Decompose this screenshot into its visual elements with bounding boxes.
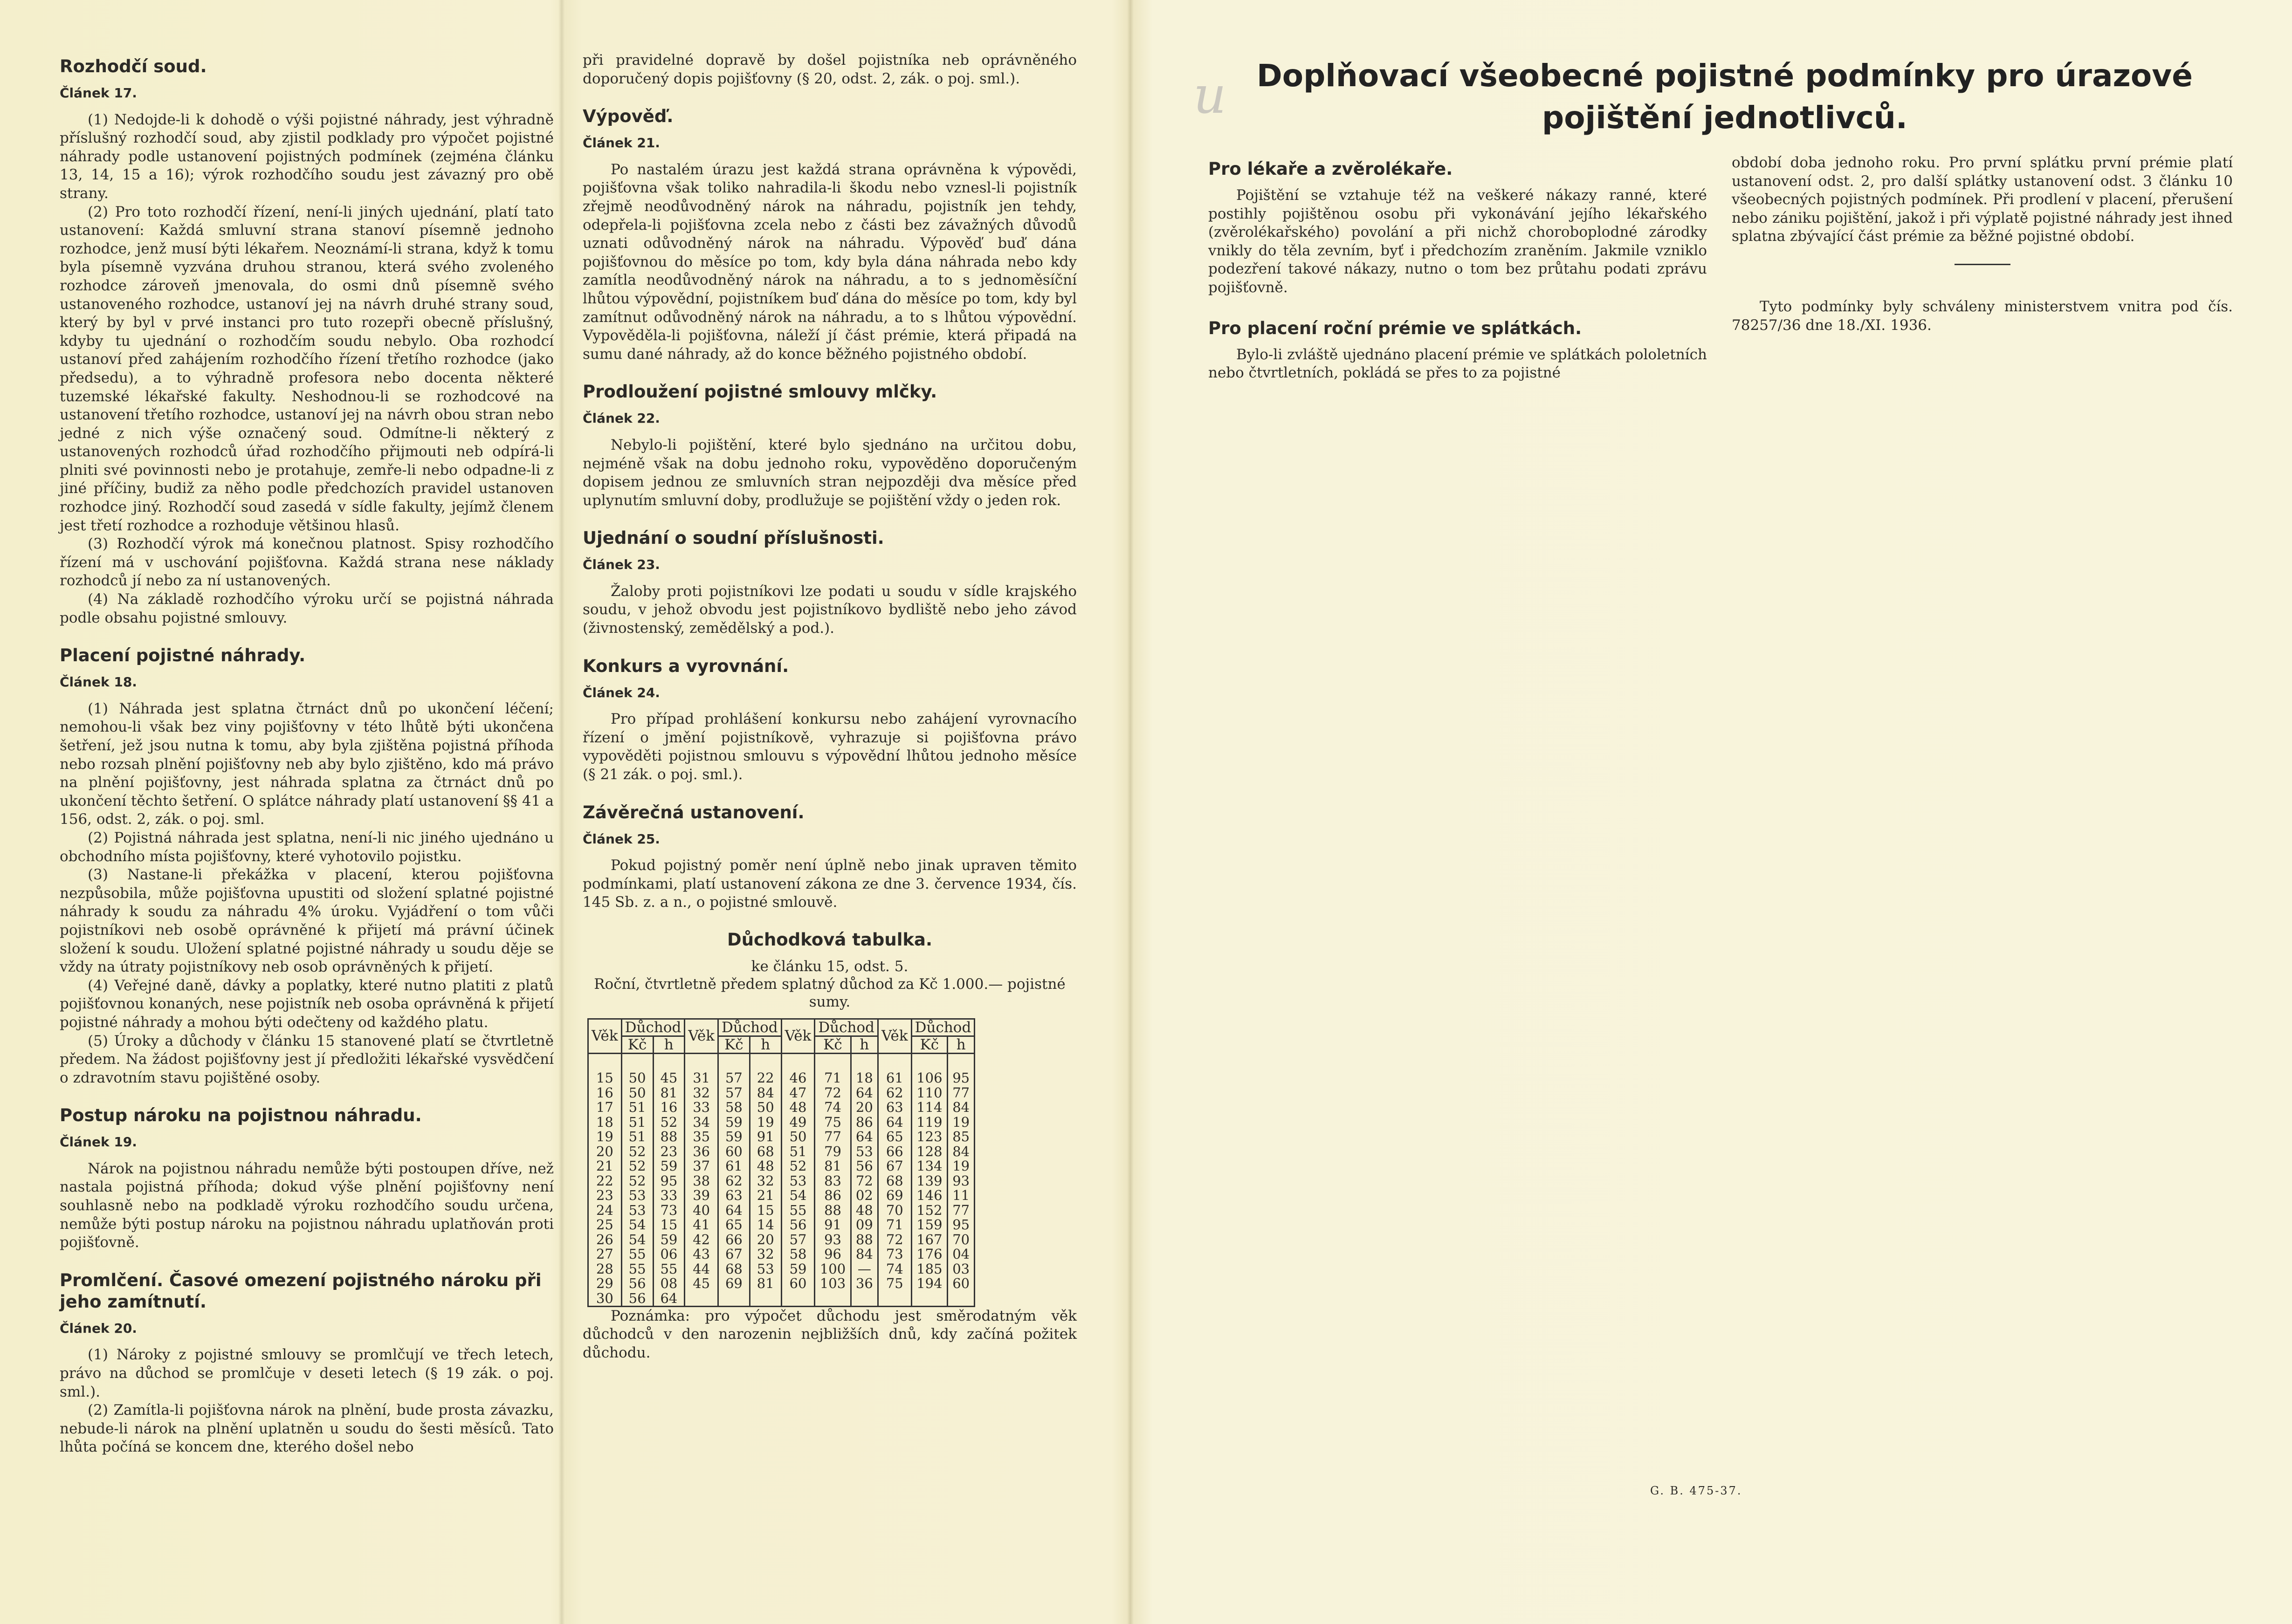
table-cell: 48 [781,1100,815,1115]
table-cell: 46 [781,1071,815,1086]
table-header-vek: Věk [685,1019,718,1053]
table-cell: 36 [851,1276,878,1291]
table-cell: 21 [588,1159,622,1174]
fold-crease-center [1127,0,1134,1624]
table-cell [718,1291,750,1306]
heading-vypoved: Výpověď. [583,106,674,127]
table-cell: 22 [588,1173,622,1188]
table-cell: 68 [878,1173,911,1188]
table-cell: 68 [718,1261,750,1276]
table-cell: 16 [588,1085,622,1100]
table-cell: 26 [588,1232,622,1247]
table-header-h: h [851,1036,878,1053]
table-cell: 70 [948,1232,975,1247]
table-cell: 63 [718,1188,750,1203]
table-row [588,1232,975,1247]
table-cell: 35 [685,1130,718,1144]
table-cell: 63 [878,1100,911,1115]
table-cell: 146 [911,1188,947,1203]
table-header-duchod: Důchod [815,1019,878,1036]
table-header-vek: Věk [588,1019,622,1053]
table-cell: 73 [653,1203,685,1218]
table-cell: 84 [851,1247,878,1262]
table-cell: 86 [851,1115,878,1130]
table-cell: 59 [781,1261,815,1276]
handwritten-mark: u [1193,65,1226,125]
heading-postup-naroku: Postup nároku na pojistnou náhradu. [60,1105,422,1126]
table-cell: 48 [750,1159,781,1174]
table-cell: 54 [781,1188,815,1203]
table-cell: 52 [621,1173,653,1188]
article-20-continuation: při pravidelné dopravě by došel pojistníka neb oprávněného doporučený dopis pojišťovny (§ 20, odst. 2, zák. o poj. sml.). [583,52,1077,87]
table-cell: 71 [815,1071,851,1086]
table-cell: 91 [815,1218,851,1233]
table-row [588,1247,975,1262]
table-cell: 62 [718,1173,750,1188]
table-cell: 19 [588,1130,622,1144]
table-header-vek: Věk [878,1019,911,1053]
table-cell: 64 [653,1291,685,1306]
table-cell: 11 [948,1188,975,1203]
table-cell: 18 [851,1071,878,1086]
table-header-kc: Kč [815,1036,851,1053]
table-cell: 60 [948,1276,975,1291]
table-cell: 57 [718,1071,750,1086]
column-left [60,51,554,1457]
table-cell: 88 [653,1130,685,1144]
table-cell: 34 [685,1115,718,1130]
print-code: G. B. 475-37. [1650,1484,1742,1497]
table-cell: 61 [878,1071,911,1086]
table-cell [851,1291,878,1306]
table-cell: 39 [685,1188,718,1203]
table-cell: 50 [750,1100,781,1115]
table-row [588,1100,975,1115]
table-cell: 81 [653,1085,685,1100]
table-cell: 14 [750,1218,781,1233]
table-cell: 51 [621,1100,653,1115]
table-cell: 176 [911,1247,947,1262]
table-cell: 53 [851,1144,878,1159]
article-18-par-2: (2) Pojistná náhrada jest splatna, není-li nic jiného ujednáno u obchodního místa pojišťovny, které vyhotovilo pojistku. [60,829,554,865]
table-cell: 53 [750,1261,781,1276]
article-20-par-1: (1) Nároky z pojistné smlouvy se promlčují ve třech letech, právo na důchod se promlčuje v deseti letech (§ 19 zák. o poj. sml.). [60,1346,554,1400]
table-cell: 53 [621,1188,653,1203]
table-row [588,1085,975,1100]
table-cell: 52 [621,1144,653,1159]
table-cell: 74 [815,1100,851,1115]
heading-prodlouzeni: Prodloužení pojistné smlouvy mlčky. [583,382,937,402]
table-cell: 79 [815,1144,851,1159]
table-cell: 55 [653,1261,685,1276]
table-cell: 95 [948,1071,975,1086]
table-cell: 30 [588,1291,622,1306]
table-cell: 64 [851,1130,878,1144]
table-cell: 19 [750,1115,781,1130]
table-spacer-row [588,1053,975,1071]
table-cell: 64 [718,1203,750,1218]
table-row [588,1188,975,1203]
table-cell: 16 [653,1100,685,1115]
table-cell: 69 [878,1188,911,1203]
table-cell: 58 [718,1100,750,1115]
heading-zaverecna: Závěrečná ustanovení. [583,802,805,822]
par-pro-placeni: Bylo-li zvláště ujednáno placení prémie ve splátkách pololetních nebo čtvrtletních, pokládá se přes to za pojistné [1208,346,1707,382]
article-23-label: Článek 23. [583,557,660,573]
table-row [588,1071,975,1086]
table-cell: 55 [621,1247,653,1262]
table-cell: 31 [685,1071,718,1086]
table-cell: 25 [588,1218,622,1233]
table-cell: 08 [653,1276,685,1291]
annuity-table-subtitle-1: ke článku 15, odst. 5. [751,958,909,975]
article-24-par: Pro případ prohlášení konkursu nebo zahájení vyrovnacího řízení o jmění pojistníkově, vyhrazuje si pojišťovna právo vypověděti pojistnou smlouvu s výpovědní lhůtou jednoho měsíce (§ 21 zák. o poj. sml.). [583,711,1077,783]
annuity-table-title: Důchodková tabulka. [727,930,933,950]
table-cell: 48 [851,1203,878,1218]
heading-pro-placeni: Pro placení roční prémie ve splátkách. [1208,318,1582,338]
table-cell: 03 [948,1261,975,1276]
table-cell: 77 [815,1130,851,1144]
table-cell: 59 [653,1232,685,1247]
table-cell [750,1291,781,1306]
table-row [588,1173,975,1188]
table-cell: 43 [685,1247,718,1262]
table-cell: 15 [588,1071,622,1086]
table-cell: 67 [718,1247,750,1262]
table-cell: 75 [815,1115,851,1130]
table-cell: 53 [621,1203,653,1218]
table-cell: 73 [878,1247,911,1262]
table-cell: 32 [685,1085,718,1100]
column-right-1 [1208,154,1707,383]
annuity-table-subtitle-2: Roční, čtvrtletně předem splatný důchod za Kč 1.000.— pojistné sumy. [594,975,1066,1010]
table-cell: 93 [948,1173,975,1188]
table-header-duchod: Důchod [621,1019,685,1036]
article-17-par-1: (1) Nedojde-li k dohodě o výši pojistné náhrady, jest výhradně příslušný rozhodčí soud, aby zjistil podklady pro výpočet pojistné náhrady podle ustanovení pojistných podmínek (zejména článku 13, 14, 15 a 16); výrok rozhodčího soudu jest závazný pro obě strany. [60,111,554,202]
table-cell: 02 [851,1188,878,1203]
table-header-h: h [653,1036,685,1053]
table-cell: 18 [588,1115,622,1130]
article-18-par-4: (4) Veřejné daně, dávky a poplatky, které nutno platiti z platů pojišťovnou konaných, nese pojistník neb osoba oprávněná k přijetí pojistné náhrady a mohou býti odečteny od každého platu. [60,977,554,1031]
fold-crease-left [558,0,565,1624]
table-cell: 51 [621,1115,653,1130]
approval-note: Tyto podmínky byly schváleny ministerstvem vnitra pod čís. 78257/36 dne 18./XI. 1936. [1732,298,2233,334]
table-cell: 19 [948,1115,975,1130]
table-cell: 86 [815,1188,851,1203]
table-cell: 61 [718,1159,750,1174]
table-cell: 55 [781,1203,815,1218]
table-cell: 58 [781,1247,815,1262]
annuity-table-block [583,931,1077,1307]
table-cell: 85 [948,1130,975,1144]
table-cell: 106 [911,1071,947,1086]
heading-rozhodci-soud: Rozhodčí soud. [60,56,207,76]
par-pro-placeni-continuation: období doba jednoho roku. Pro první splátku první prémie platí ustanovení odst. 2, pro další splátky ustanovení odst. 3 článku 10 všeobecných pojistných podmínek. Při prodlení v placení, přerušení nebo zániku pojištění, jakož i při výplatě pojistné náhrady jest ihned splatna zbývající část prémie za běžné pojistné období. [1732,154,2233,245]
table-cell: 41 [685,1218,718,1233]
table-cell: 84 [750,1085,781,1100]
table-cell: 59 [718,1130,750,1144]
table-cell: 72 [878,1232,911,1247]
page-title: Doplňovací všeobecné pojistné podmínky pro úrazové pojištění jednotlivců. [1256,58,2193,136]
table-cell: 15 [750,1203,781,1218]
table-cell: 70 [878,1203,911,1218]
table-cell: 22 [750,1071,781,1086]
table-cell: 37 [685,1159,718,1174]
article-22-label: Článek 22. [583,411,660,426]
table-cell: 152 [911,1203,947,1218]
table-header-kc: Kč [621,1036,653,1053]
table-cell: 19 [948,1159,975,1174]
table-row [588,1276,975,1291]
article-18-par-3: (3) Nastane-li překážka v placení, kterou pojišťovna nezpůsobila, může pojišťovna upustiti od složení splatné pojistné náhrady k soudu za náhradu 4% úroku. Vyjádření o tom vůči pojistníkovi neb osobě oprávněné k přijetí má právní účinek složení k soudu. Uložení splatné pojistné náhrady u soudu děje se vždy na útraty pojistníkovy neb osob oprávněných k přijetí. [60,866,554,976]
table-cell: 128 [911,1144,947,1159]
heading-ujednani: Ujednání o soudní příslušnosti. [583,528,884,548]
article-17-par-2: (2) Pro toto rozhodčí řízení, není-li jiných ujednání, platí tato ustanovení: Každá smluvní strana stanoví písemně jednoho rozhodce, jenž musí býti lékařem. Neoznámí-li strana, když k tomu byla písemně vyzvána druhou stranou, která svého zvoleného rozhodce zároveň jmenovala, do osmi dnů písemně svého ustanoveného rozhodce, ustanoví jej na návrh druhé strany soud, který by byl v prvé instanci pro tuto rozepři obecně příslušný, kdyby tu ujednání o rozhodčím soudu nebylo. Oba rozhodcí ustanoví před zahájením rozhodčího řízení třetího rozhodce (jako předsedu), a to výhradně profesora nebo docenta některé tuzemské lékařské fakulty. Neshodnou-li se rozhodcové na ustanovení třetího rozhodce, ustanoví jej na návrh obou stran nebo jedné z nich výše označený soud. Odmítne-li některý z ustanovených rozhodců úřad rozhodčího přijmouti neb odpírá-li plniti své povinnosti nebo je protahuje, zemře-li nebo odpadne-li z jiné příčiny, budiž za něho podle předchozích pravidel ustanoven rozhodce jiný. Rozhodčí soud zasedá v sídle fakulty, jejímž členem jest třetí rozhodce a rozhoduje většinou hlasů. [60,203,554,534]
table-cell [911,1291,947,1306]
column-right-2 [1732,154,2233,335]
table-cell: 134 [911,1159,947,1174]
table-cell: 69 [718,1276,750,1291]
table-cell: 50 [621,1085,653,1100]
table-cell: 56 [621,1291,653,1306]
table-row [588,1130,975,1144]
table-cell: 64 [851,1085,878,1100]
article-22-par: Nebylo-li pojištění, které bylo sjednáno na určitou dobu, nejméně však na dobu jednoho roku, vypověděno doporučeným dopisem jednou ze smluvních stran nejpozději dva měsíce před uplynutím smluvní doby, prodlužuje se pojištění vždy o jeden rok. [583,436,1077,509]
table-cell: 66 [878,1144,911,1159]
table-cell: 40 [685,1203,718,1218]
section-divider [1955,264,2010,265]
table-cell: 54 [621,1218,653,1233]
table-row [588,1115,975,1130]
table-cell: 20 [750,1232,781,1247]
table-cell: 84 [948,1144,975,1159]
table-cell: 33 [653,1188,685,1203]
article-24-label: Článek 24. [583,685,660,700]
table-header-kc: Kč [718,1036,750,1053]
table-cell: 167 [911,1232,947,1247]
article-18-par-1: (1) Náhrada jest splatna čtrnáct dnů po ukončení léčení; nemohou-li však bez viny pojišťovny v této lhůtě býti ukončena šetření, jež jsou nutna k tomu, aby byla zjištěna pojistná příhoda nebo rozsah plnění pojišťovny neb aby bylo zjištěno, kdo má právo na plnění pojišťovny, jest náhrada splatna za čtrnáct dnů po ukončení těchto šetření. O splátce náhrady platí ustanovení §§ 41 a 156, odst. 2, zák. o poj. sml. [60,700,554,828]
table-cell: 57 [718,1085,750,1100]
table-cell [781,1291,815,1306]
table-cell: 32 [750,1173,781,1188]
table-cell [878,1291,911,1306]
table-cell: 81 [750,1276,781,1291]
table-cell: 84 [948,1100,975,1115]
heading-placeni-pojistne-nahrady: Placení pojistné náhrady. [60,645,306,666]
table-cell: 24 [588,1203,622,1218]
table-cell: 17 [588,1100,622,1115]
article-21-label: Článek 21. [583,135,660,151]
table-cell: 72 [815,1085,851,1100]
table-cell: 65 [878,1130,911,1144]
table-cell: 52 [653,1115,685,1130]
table-cell: 45 [653,1071,685,1086]
table-cell: 77 [948,1085,975,1100]
table-cell: 64 [878,1115,911,1130]
table-cell: 59 [653,1159,685,1174]
table-cell: 66 [718,1232,750,1247]
table-cell: 77 [948,1203,975,1218]
table-cell: 53 [781,1173,815,1188]
article-20-par-2: (2) Zamítla-li pojišťovna nárok na plnění, bude prosta závazku, nebude-li nárok na plnění uplatněn u soudu do šesti měsíců. Tato lhůta počíná se koncem dne, kterého došel nebo [60,1402,554,1456]
table-cell [685,1291,718,1306]
table-cell: 95 [948,1218,975,1233]
table-cell: 62 [878,1085,911,1100]
table-cell: 110 [911,1085,947,1100]
table-cell: 51 [781,1144,815,1159]
table-row [588,1218,975,1233]
table-cell: 72 [851,1173,878,1188]
table-cell: 159 [911,1218,947,1233]
table-cell: 56 [621,1276,653,1291]
table-cell: 23 [653,1144,685,1159]
table-cell: 119 [911,1115,947,1130]
table-cell: 32 [750,1247,781,1262]
table-cell: 91 [750,1130,781,1144]
table-cell: 20 [851,1100,878,1115]
table-cell: 20 [588,1144,622,1159]
table-cell: 123 [911,1130,947,1144]
article-25-par: Pokud pojistný poměr není úplně nebo jinak upraven těmito podmínkami, platí ustanovení zákona ze dne 3. července 1934, čís. 145 Sb. z. a n., o pojistné smlouvě. [583,857,1077,911]
article-17-par-4: (4) Na základě rozhodčího výroku určí se pojistná náhrada podle obsahu pojistné smlouvy. [60,591,554,626]
table-row [588,1144,975,1159]
table-cell: 04 [948,1247,975,1262]
table-cell [948,1291,975,1306]
table-cell: 185 [911,1261,947,1276]
column-middle [583,51,1077,1362]
table-cell: 75 [878,1276,911,1291]
table-cell: 28 [588,1261,622,1276]
table-cell: 74 [878,1261,911,1276]
table-cell: 49 [781,1115,815,1130]
table-cell: 38 [685,1173,718,1188]
table-cell: 54 [621,1232,653,1247]
table-cell: 194 [911,1276,947,1291]
table-row [588,1159,975,1174]
table-cell: 09 [851,1218,878,1233]
table-cell: 59 [718,1115,750,1130]
table-cell: 44 [685,1261,718,1276]
table-cell: 51 [621,1130,653,1144]
table-row [588,1203,975,1218]
table-cell: 52 [621,1159,653,1174]
table-cell: 88 [851,1232,878,1247]
table-header-duchod: Důchod [911,1019,975,1036]
table-cell: 60 [718,1144,750,1159]
table-cell: 139 [911,1173,947,1188]
annuity-table-note: Poznámka: pro výpočet důchodu jest směrodatným věk důchodců v den narozenin nejbližších dnů, kdy začíná požitek důchodu. [583,1307,1077,1361]
table-cell: 95 [653,1173,685,1188]
table-cell: 56 [851,1159,878,1174]
table-cell: 55 [621,1261,653,1276]
table-cell: 60 [781,1276,815,1291]
heading-konkurs: Konkurs a vyrovnání. [583,656,789,676]
table-header-kc: Kč [911,1036,947,1053]
table-cell: 36 [685,1144,718,1159]
table-cell: 45 [685,1276,718,1291]
table-cell: 56 [781,1218,815,1233]
table-cell: 33 [685,1100,718,1115]
table-cell: 06 [653,1247,685,1262]
table-cell: 65 [718,1218,750,1233]
table-cell: 23 [588,1188,622,1203]
table-cell: 114 [911,1100,947,1115]
table-cell: 21 [750,1188,781,1203]
article-21-par: Po nastalém úrazu jest každá strana oprávněna k výpovědi, pojišťovna však toliko nahradila-li škodu nebo vznesl-li pojistník zřejmě neodůvodněný nárok na náhradu, pojistník jen tehdy, odepřela-li pojišťovna zcela nebo z části bez závažných důvodů uznati odůvodněný nárok na náhradu. Výpověď buď dána pojišťovnou do měsíce po tom, kdy byla dána náhrada nebo kdy zamítla neodůvodněný nárok na náhradu, a to s jednoměsíční lhůtou výpovědní, pojistníkem buď dána do měsíce po tom, kdy byl zamítnut odůvodněný nárok na náhradu, a to s lhůtou výpovědní. Vypověděla-li pojišťovna, náleží jí část prémie, která připadá na sumu dané náhrady, až do konce běžného pojistného období. [583,161,1077,363]
article-17-par-3: (3) Rozhodčí výrok má konečnou platnost. Spisy rozhodčího řízení má v uschování pojišťovna. Každá strana nese náklady rozhodců jí nebo za ní ustanovených. [60,535,554,589]
article-18-label: Článek 18. [60,674,137,690]
article-19-label: Článek 19. [60,1134,137,1150]
table-cell: 57 [781,1232,815,1247]
table-header-vek: Věk [781,1019,815,1053]
table-cell: — [851,1261,878,1276]
article-19-par: Nárok na pojistnou náhradu nemůže býti postoupen dříve, než nastala pojistná příhoda; dokud výše plnění pojišťovny není souhlasně nebo na podkladě výroku rozhodčího soudu určena, nemůže býti postup nároku na pojistnou náhradu uplatňován proti pojišťovně. [60,1160,554,1251]
table-cell: 52 [781,1159,815,1174]
table-header-h: h [948,1036,975,1053]
table-cell: 81 [815,1159,851,1174]
table-cell: 68 [750,1144,781,1159]
table-cell: 83 [815,1173,851,1188]
table-row [588,1291,975,1306]
article-25-label: Článek 25. [583,831,660,847]
table-cell: 103 [815,1276,851,1291]
table-cell: 71 [878,1218,911,1233]
table-cell: 67 [878,1159,911,1174]
article-17-label: Článek 17. [60,85,137,101]
table-cell: 96 [815,1247,851,1262]
table-cell: 15 [653,1218,685,1233]
table-cell: 47 [781,1085,815,1100]
table-cell: 100 [815,1261,851,1276]
article-23-par: Žaloby proti pojistníkovi lze podati u soudu v sídle krajského soudu, v jehož obvodu jest pojistníkovo bydliště nebo jeho závod (živnostenský, zemědělský a pod.). [583,582,1077,637]
table-cell: 93 [815,1232,851,1247]
table-header-h: h [750,1036,781,1053]
table-cell: 88 [815,1203,851,1218]
table-cell: 50 [621,1071,653,1086]
table-cell: 50 [781,1130,815,1144]
par-pro-lekare: Pojištění se vztahuje též na veškeré nákazy ranné, které postihly pojištěnou osobu při vykonávání jejího lékařského (zvěrolékařského) povolání a při nichž choroboplodné zárodky vnikly do těla zevním, byť i předchozím zraněním. Jakmile vzniklo podezření takové nákazy, nutno o tom bez průtahu podati zprávu pojišťovně. [1208,187,1707,296]
table-cell [815,1291,851,1306]
article-20-label: Článek 20. [60,1320,137,1336]
table-header-duchod: Důchod [718,1019,782,1036]
annuity-table [587,1018,975,1307]
table-cell: 42 [685,1232,718,1247]
table-cell: 29 [588,1276,622,1291]
heading-promceni: Promlčení. Časové omezení pojistného nároku při jeho zamítnutí. [60,1270,542,1312]
table-cell: 27 [588,1247,622,1262]
article-18-par-5: (5) Úroky a důchody v článku 15 stanovené platí se čtvrtletně předem. Na žádost pojišťovny jest jí předložiti lékařské vysvědčení o zdravotním stavu pojištěné osoby. [60,1032,554,1086]
table-row [588,1261,975,1276]
heading-pro-lekare: Pro lékaře a zvěrolékaře. [1208,159,1453,179]
